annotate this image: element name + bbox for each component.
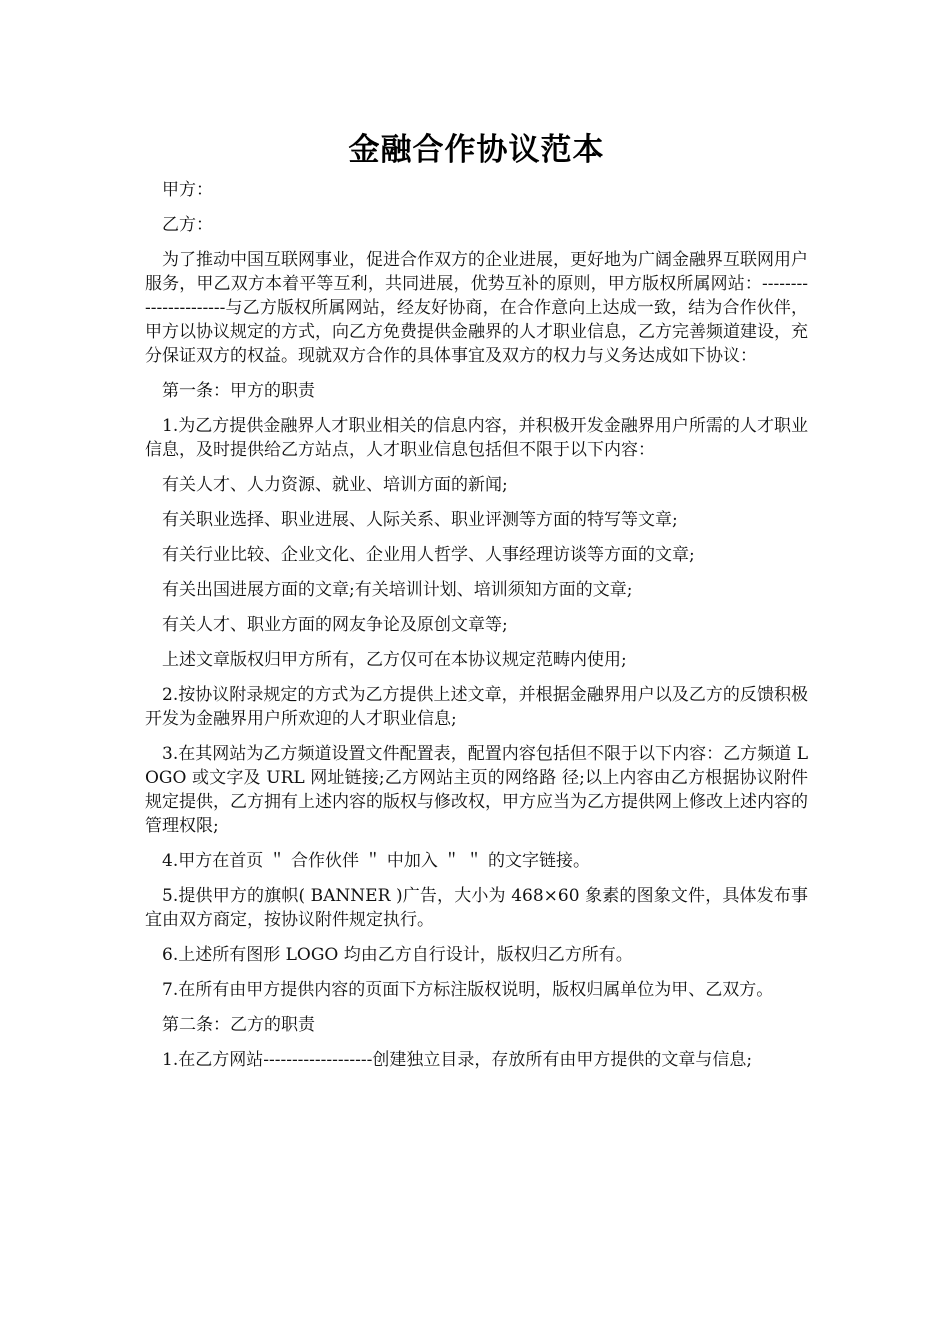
party-a-line: 甲方：: [162, 180, 213, 200]
clause-paragraph: 6.上述所有图形 LOGO 均由乙方自行设计，版权归乙方所有。: [162, 945, 633, 965]
clause-paragraph: 2.按协议附录规定的方式为乙方提供上述文章，并根据金融界用户以及乙方的反馈积极开发为金融界用户所欢迎的人才职业信息;: [145, 685, 808, 729]
clause-paragraph: 1.在乙方网站-------------------创建独立目录，存放所有由甲方提供的文章与信息;: [162, 1050, 753, 1070]
clause-paragraph: 4.甲方在首页 ＂ 合作伙伴 ＂ 中加入 ＂ ＂ 的文字链接。: [162, 851, 591, 871]
copyright-note: 上述文章版权归甲方所有，乙方仅可在本协议规定范畴内使用;: [162, 650, 627, 670]
list-item: 有关出国进展方面的文章;有关培训计划、培训须知方面的文章;: [162, 580, 633, 600]
clause-paragraph: 5.提供甲方的旗帜( BANNER )广告，大小为 468×60 象素的图象文件，具体发布事宜由双方商定，按协议附件规定执行。: [145, 886, 808, 930]
article-1-heading: 第一条：甲方的职责: [162, 381, 315, 401]
clause-paragraph: 3.在其网站为乙方频道设置文件配置表，配置内容包括但不限于以下内容：乙方频道 LOGO 或文字及 URL 网址链接;乙方网站主页的网络路 径;以上内容由乙方根据协议附件规定提供，乙方拥有上述内容的版权与修改权，甲方应当为乙方提供网上修改上述内容的管理权限;: [145, 744, 808, 836]
list-item: 有关职业选择、职业进展、人际关系、职业评测等方面的特写等文章;: [162, 510, 678, 530]
list-item: 有关人才、职业方面的网友争论及原创文章等;: [162, 615, 508, 635]
preamble-paragraph: 为了推动中国互联网事业，促进合作双方的企业进展，更好地为广阔金融界互联网用户服务，甲乙双方本着平等互利，共同进展，优势互补的原则，甲方版权所属网站：----------------------与乙方版权所属网站，经友好协商，在合作意向上达成一致，结为合作伙伴，甲方以协议规定的方式，向乙方免费提供金融界的人才职业信息，乙方完善频道建设，充分保证双方的权益。现就双方合作的具体事宜及双方的权力与义务达成如下协议：: [145, 250, 808, 366]
list-item: 有关行业比较、企业文化、企业用人哲学、人事经理访谈等方面的文章;: [162, 545, 695, 565]
list-item: 有关人才、人力资源、就业、培训方面的新闻;: [162, 475, 508, 495]
document-page: [145, 0, 808, 1083]
article-2-heading: 第二条：乙方的职责: [162, 1015, 315, 1035]
clause-paragraph: 1.为乙方提供金融界人才职业相关的信息内容，并积极开发金融界用户所需的人才职业信息，及时提供给乙方站点，人才职业信息包括但不限于以下内容：: [145, 416, 808, 460]
clause-paragraph: 7.在所有由甲方提供内容的页面下方标注版权说明，版权归属单位为甲、乙双方。: [162, 980, 774, 1000]
document-title: 金融合作协议范本: [348, 132, 605, 168]
party-b-line: 乙方：: [162, 215, 213, 235]
